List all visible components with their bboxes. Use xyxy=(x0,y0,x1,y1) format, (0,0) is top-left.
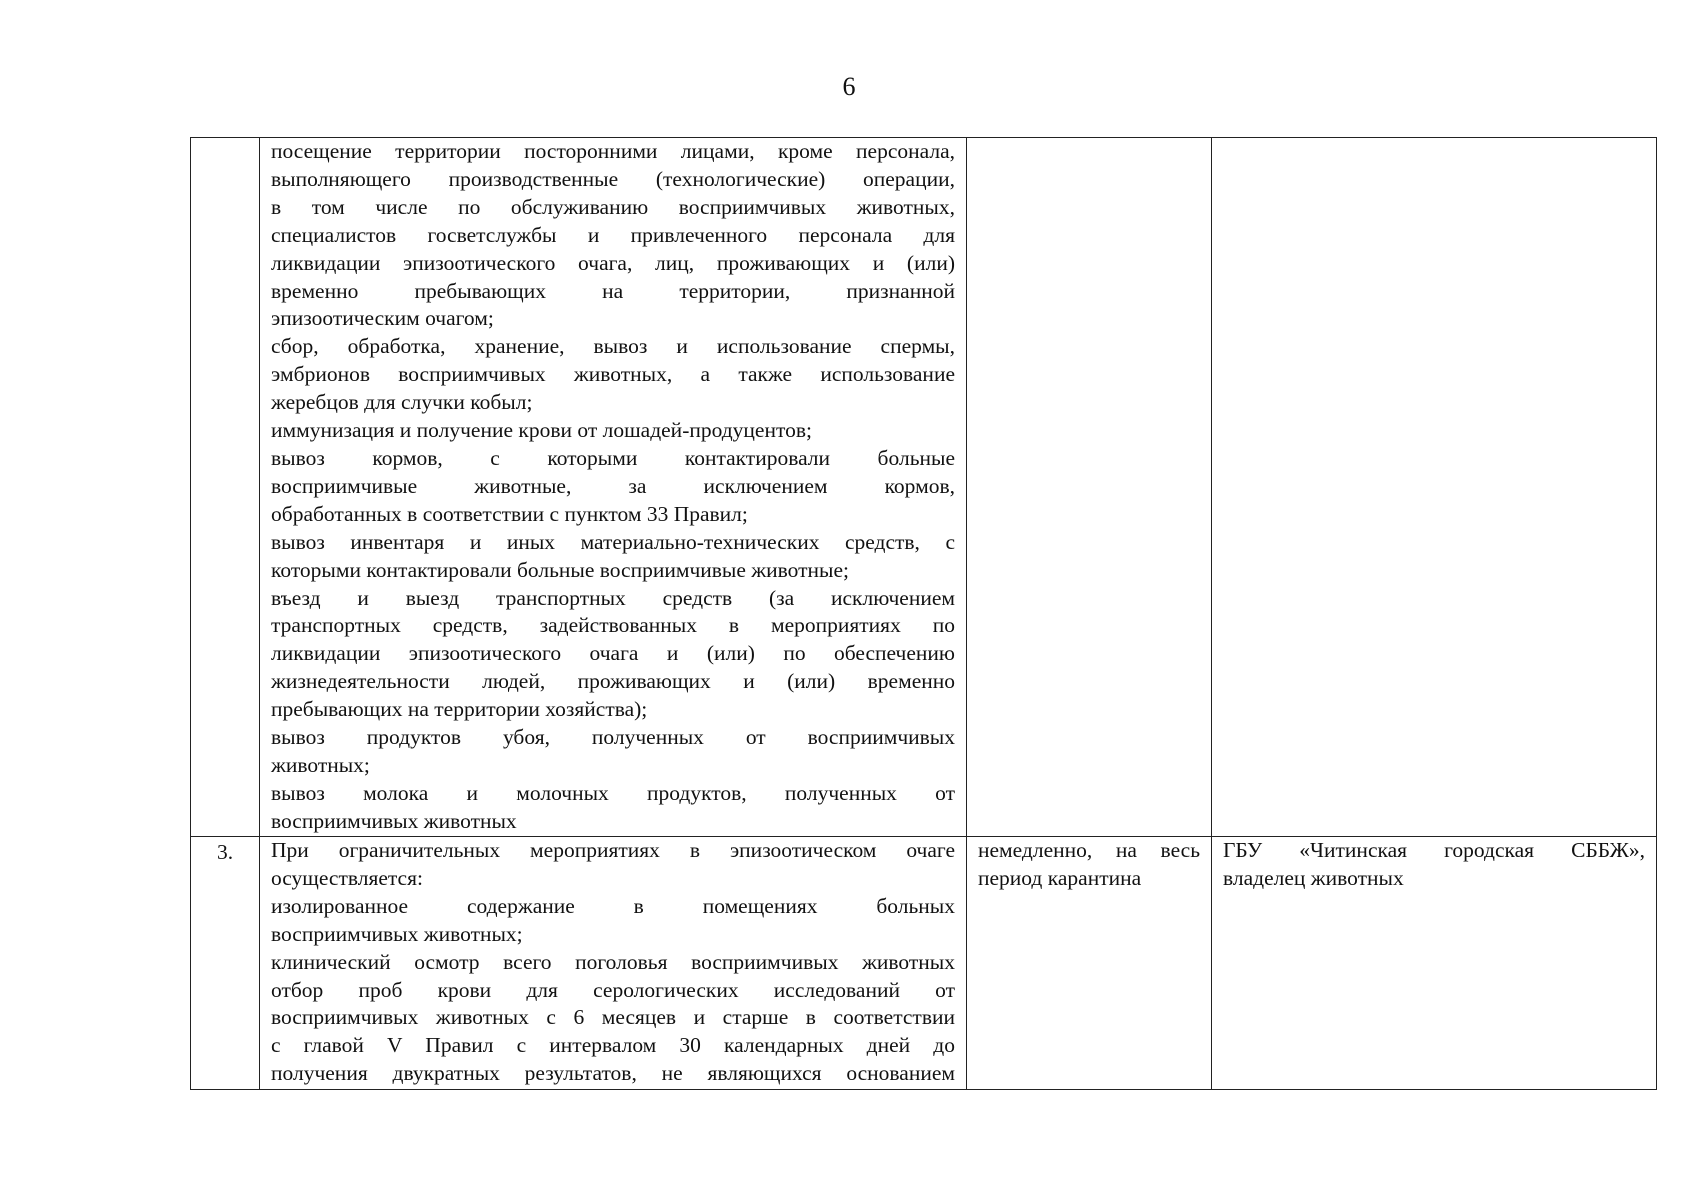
text-line: получения двукратных результатов, не являющихся основанием xyxy=(271,1061,955,1086)
text-line: в том числе по обслуживанию восприимчивых животных, xyxy=(271,194,955,219)
measure-description xyxy=(260,138,966,836)
row-number-cell xyxy=(191,837,260,1090)
text-line: При ограничительных мероприятиях в эпизоотическом очаге xyxy=(271,838,955,862)
text-line: восприимчивых животных с 6 месяцев и старше в соответствии xyxy=(271,1005,955,1030)
measure-description-cell xyxy=(260,138,967,837)
text-line: восприимчивых животных; xyxy=(271,921,523,946)
text-line: посещение территории посторонними лицами, кроме персонала, xyxy=(271,139,955,163)
text-line: обработанных в соответствии с пунктом 33 Правил; xyxy=(271,501,748,526)
text-line: вывоз молока и молочных продуктов, полученных от xyxy=(271,780,955,805)
measure-description xyxy=(260,837,966,1088)
text-line: ГБУ «Читинская городская СББЖ», xyxy=(1223,838,1645,862)
measures-table xyxy=(190,137,1657,1090)
measure-description-cell xyxy=(260,837,967,1090)
deadline-text xyxy=(967,837,1211,893)
table-row xyxy=(191,138,1657,837)
text-line: эмбрионов восприимчивых животных, а также использование xyxy=(271,362,955,387)
text-line: период карантина xyxy=(978,865,1142,890)
text-line: транспортных средств, задействованных в мероприятиях по xyxy=(271,613,955,638)
text-line: вывоз инвентаря и иных материально-технических средств, с xyxy=(271,529,955,554)
text-line: клинический осмотр всего поголовья восприимчивых животных xyxy=(271,949,955,974)
text-line: эпизоотическим очагом; xyxy=(271,306,494,331)
text-line: ликвидации эпизоотического очага и (или) по обеспечению xyxy=(271,641,955,666)
text-line: вывоз продуктов убоя, полученных от восприимчивых xyxy=(271,725,955,750)
text-line: жизнедеятельности людей, проживающих и (или) временно xyxy=(271,669,955,694)
text-line: вывоз кормов, с которыми контактировали больные xyxy=(271,445,955,470)
text-line: отбор проб крови для серологических исследований от xyxy=(271,977,955,1002)
text-line: восприимчивых животных xyxy=(271,808,517,833)
text-line: пребывающих на территории хозяйства); xyxy=(271,697,648,722)
text-line: владелец животных xyxy=(1223,865,1404,890)
text-line: иммунизация и получение крови от лошадей-продуцентов; xyxy=(271,418,812,443)
responsible-cell xyxy=(1212,138,1657,837)
text-line: восприимчивые животные, за исключением кормов, xyxy=(271,473,955,498)
row-number-cell xyxy=(191,138,260,837)
text-line: которыми контактировали больные восприимчивые животные; xyxy=(271,557,849,582)
responsible-cell xyxy=(1212,837,1657,1090)
table-row xyxy=(191,837,1657,1090)
text-line: осуществляется: xyxy=(271,865,423,890)
text-line: животных; xyxy=(271,752,370,777)
row-number: 3. xyxy=(216,840,234,864)
text-line: изолированное содержание в помещениях больных xyxy=(271,893,955,918)
text-line: немедленно, на весь xyxy=(978,838,1200,862)
text-line: выполняющего производственные (технологические) операции, xyxy=(271,166,955,191)
page-number: 6 xyxy=(842,72,856,101)
text-line: с главой V Правил с интервалом 30 календарных дней до xyxy=(271,1033,955,1058)
deadline-cell xyxy=(967,837,1212,1090)
deadline-cell xyxy=(967,138,1212,837)
text-line: жеребцов для случки кобыл; xyxy=(271,390,533,415)
responsible-text xyxy=(1212,837,1656,893)
text-line: сбор, обработка, хранение, вывоз и использование спермы, xyxy=(271,334,955,359)
text-line: ликвидации эпизоотического очага, лиц, проживающих и (или) xyxy=(271,250,955,275)
text-line: временно пребывающих на территории, признанной xyxy=(271,278,955,303)
text-line: специалистов госветслужбы и привлеченного персонала для xyxy=(271,222,955,247)
text-line: въезд и выезд транспортных средств (за исключением xyxy=(271,585,955,610)
